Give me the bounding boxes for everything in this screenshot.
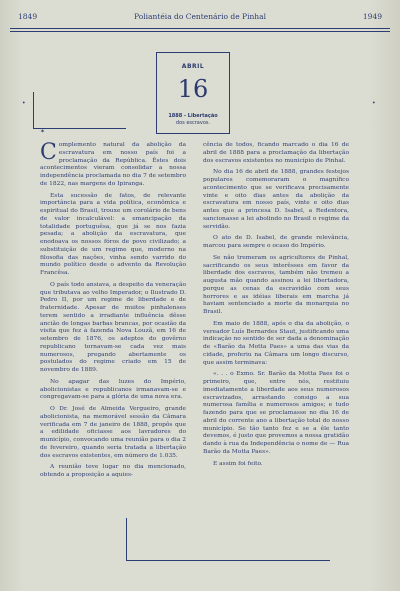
paragraph: Em maio de 1888, após o dia da abolição, o vereador Luís Bernardes Staut, justificando uma indicação no sentido de ser dada a denominação de «Barão da Motta Paes» a uma das vias da cidade, proferiu na Câmara um longo discurso, que assim terminava: xyxy=(203,320,349,366)
date-caption-line2: dos escravos. xyxy=(175,120,211,126)
paragraph: O Dr. José de Almeida Vergueiro, grande abolicionista, na memorável sessão da Câmara verificada em 7 de janeiro de 1888, propôs que a edilidade oficiasse aos lavradores do município, convocando uma reunião para o dia 2 de fevereiro, quando seria tratada a libertação dos escravos existentes, em número de 1.035. xyxy=(40,406,186,459)
paragraph: cência de todos, ficando marcado o dia 16 de abril de 1888 para a proclamação da libertação dos escravos existentes no município de Pinhal. xyxy=(203,142,349,164)
paragraph-text: omplemento natural da abolição da escravatura em nosso país foi a proclamação da República. Êstes dois acontecimentos vieram consolidar a nossa independência proclamada no dia 7 de setembro de 1822, nas margens do Ipiranga. xyxy=(40,142,186,187)
paragraph: O ato de D. Isabel, de grande relevância, marcou para sempre o ocaso do Império. xyxy=(203,235,349,249)
header-year-right: 1949 xyxy=(362,12,382,21)
date-caption xyxy=(161,113,225,127)
header-year-left: 1849 xyxy=(18,12,38,21)
paragraph: No dia 16 de abril de 1888, grandes festejos populares comemoraram o magnífico acontecimento que se verificava precisamente vinte e oito dias antes da abolição da escravatura em nosso país, vinte e oito dias antes que a princesa D. Isabel, a Redentora, sancionasse a lei abolindo no Brasil o regime da servidão. xyxy=(203,169,349,230)
decorative-frame xyxy=(126,518,127,560)
date-caption-line1: 1888 - Libertação xyxy=(168,113,218,119)
header-title: Poliantéia do Centenário de Pinhal xyxy=(133,12,266,21)
ornament-mark: • xyxy=(372,100,376,107)
date-month: ABRIL xyxy=(181,63,205,70)
running-header xyxy=(18,12,382,26)
paragraph: «. . . o Exmo. Sr. Barão da Motta Paes foi o primeiro, que, entre nós, restituiu imediatamente a liberdade aos seus numerosos escravizados, arrastando consigo a sua numerosa família e numerosos amigos; e tudo fazendo para que se proclamasse no dia 16 de abril do corrente ano a libertação total do nosso município. Se tão tanto fez e se a êle tanto devemos, é justo que provemos a nossa gratidão dando à rua da Independência o nome de — Rua Barão da Motta Paes». xyxy=(203,371,349,455)
header-rule xyxy=(10,28,390,29)
paragraph: O país todo ansiava, a despeito da veneração que tributava ao velho Imperador, o Ilustrado D. Pedro II, por um regime de liberdade e de fraternidade. Apesar de muitos pinhalenses terem sentido a irradiante influência dêsse ancião de longas barbas brancas, por ocasião da visita que fez à fazenda Nova Louzã, em 16 de setembro de 1876, os adeptos do govêrno republicano tornavam-se cada vez mais numerosos, pregando abertamente os postulados do regime criado em 15 de novembro de 1889. xyxy=(40,281,186,373)
paragraph: No apagar das luzes do Império, abolicionistas e republicanos irmanavam-se e congregavam-se para a glória de uma nova era. xyxy=(40,378,186,401)
ornament-mark: ✶ xyxy=(40,128,46,135)
decorative-frame xyxy=(126,560,330,561)
date-day: 16 xyxy=(177,75,209,103)
header-rule-thin xyxy=(10,31,390,32)
paragraph: E assim foi feito. xyxy=(213,460,263,467)
paragraph: Se não tremeram os agricultores de Pinhal, sacrificando os seus interêsses em favor da liberdade dos escravos, também não tremeu a augusta mão quando assinou a lei libertadora, porque as cenas da escravidão com seus horrores e as idéias liberais em marcha já haviam sentenciado a morte da monarquia no Brasil. xyxy=(203,254,349,315)
paragraph: Esta sucessão de fatos, de relevante importância para a vida política, econômica e espiritual do Brasil, trouxe um corolário de bens de valor incalculável: a emancipação da totalidade portuguêsa, que já se nos fazia pesada; a abolição da escravatura, que enodoava os nossos fóros de povo civilizado; a substituição de um regime que, moderno na filosofia das nações, vinha sendo varrido do mundo político desde o advento da Revolução Francêsa. xyxy=(40,192,186,276)
date-box xyxy=(156,52,230,134)
decorative-frame xyxy=(33,92,126,129)
paragraph: A reunião teve lugar no dia mencionado, obtendo a proposição a aquies- xyxy=(40,464,186,478)
ornament-mark: • xyxy=(22,100,26,107)
right-column xyxy=(203,142,349,472)
paragraph xyxy=(40,142,186,189)
left-column xyxy=(40,142,186,484)
drop-cap: C xyxy=(40,140,57,165)
